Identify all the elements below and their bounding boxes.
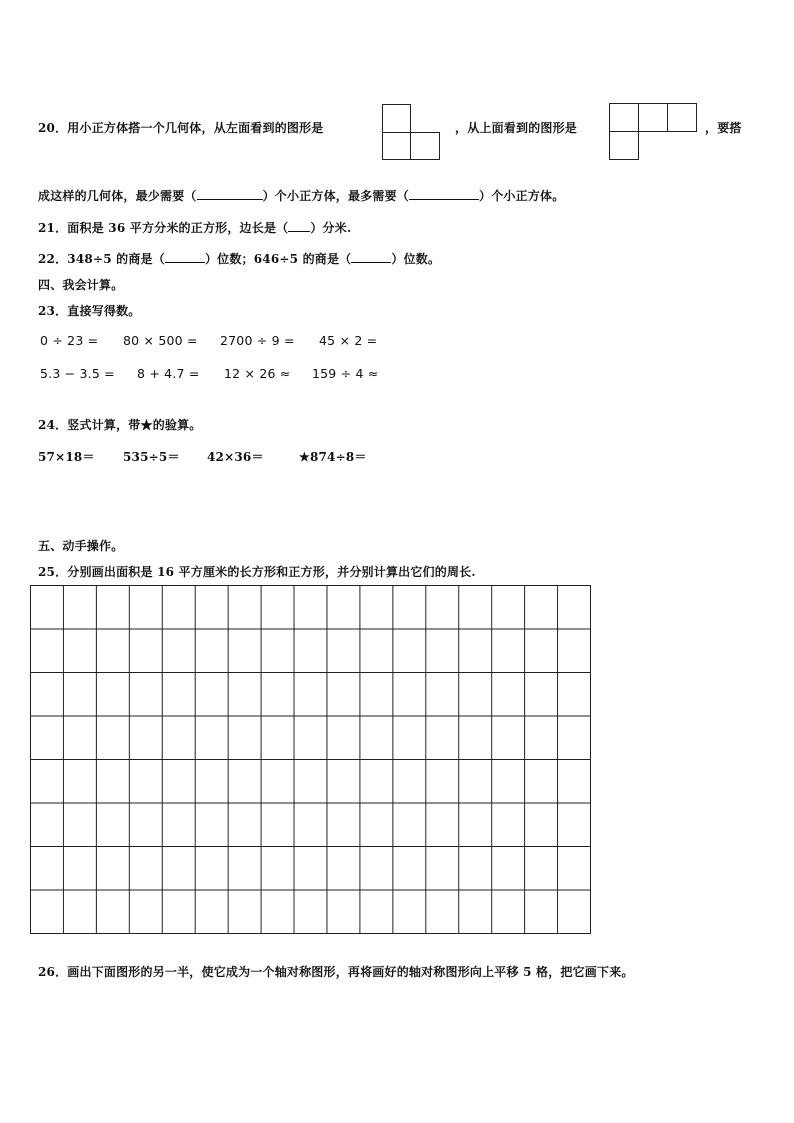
q20-text-part3: ，要搭	[705, 121, 742, 135]
top-view-cube	[609, 131, 639, 160]
calc-item: 2700 ÷ 9 =	[220, 333, 295, 348]
q22-a: 22．348÷5 的商是（	[38, 252, 165, 266]
left-view-cube	[410, 132, 440, 160]
drawing-grid[interactable]	[30, 585, 591, 934]
q20-text-part1: 20．用小正方体搭一个几何体，从左面看到的图形是	[38, 121, 324, 135]
top-view-cube	[638, 103, 668, 132]
vertical-calc-item: 535÷5＝	[123, 450, 180, 464]
answer-blank[interactable]	[288, 221, 310, 232]
top-view-figure	[609, 103, 697, 160]
top-view-cube	[609, 103, 639, 132]
q22-c: ）位数。	[391, 252, 441, 266]
q22-text	[38, 250, 440, 267]
q20-text-part2: ，从上面看到的图形是	[455, 121, 578, 135]
q21-a: 21．面积是 36 平方分米的正方形，边长是（	[38, 221, 289, 235]
vertical-calc-item: ★874÷8＝	[299, 450, 367, 464]
vertical-calc-item: 57×18＝	[38, 450, 95, 464]
q26-text: 26．画出下面图形的另一半，使它成为一个轴对称图形，再将画好的轴对称图形向上平移 5 格，把它画下来。	[38, 965, 634, 979]
left-view-figure	[382, 104, 440, 160]
section-heading-4: 四、我会计算。	[38, 278, 124, 292]
q21-text	[38, 219, 351, 236]
answer-blank[interactable]	[409, 189, 479, 200]
left-view-cube	[382, 132, 411, 160]
answer-blank[interactable]	[351, 252, 391, 263]
q20-line2-c: ）个小正方体。	[479, 189, 565, 203]
calc-item: 45 × 2 =	[319, 333, 378, 348]
q22-b: ）位数；646÷5 的商是（	[204, 252, 352, 266]
vertical-calc-item: 42×36＝	[207, 450, 264, 464]
calc-item: 0 ÷ 23 =	[40, 333, 99, 348]
section-heading-5: 五、动手操作。	[38, 539, 124, 553]
q23-title: 23．直接写得数。	[38, 304, 141, 318]
q21-b: ）分米.	[310, 221, 352, 235]
calc-item: 8 + 4.7 =	[137, 366, 200, 381]
answer-blank[interactable]	[165, 252, 205, 263]
calc-item: 5.3 − 3.5 =	[40, 366, 115, 381]
left-view-cube	[382, 104, 411, 133]
calc-item: 80 × 500 =	[123, 333, 198, 348]
q20-line2-b: ）个小正方体，最多需要（	[262, 189, 410, 203]
calc-item: 12 × 26 ≈	[224, 366, 291, 381]
q24-title: 24．竖式计算，带★的验算。	[38, 418, 202, 432]
q20-line2	[38, 187, 564, 204]
calc-item: 159 ÷ 4 ≈	[312, 366, 379, 381]
answer-blank[interactable]	[197, 189, 263, 200]
q25-title: 25．分别画出面积是 16 平方厘米的长方形和正方形，并分别计算出它们的周长.	[38, 565, 476, 579]
top-view-cube	[667, 103, 697, 132]
q20-line2-a: 成这样的几何体，最少需要（	[38, 189, 197, 203]
